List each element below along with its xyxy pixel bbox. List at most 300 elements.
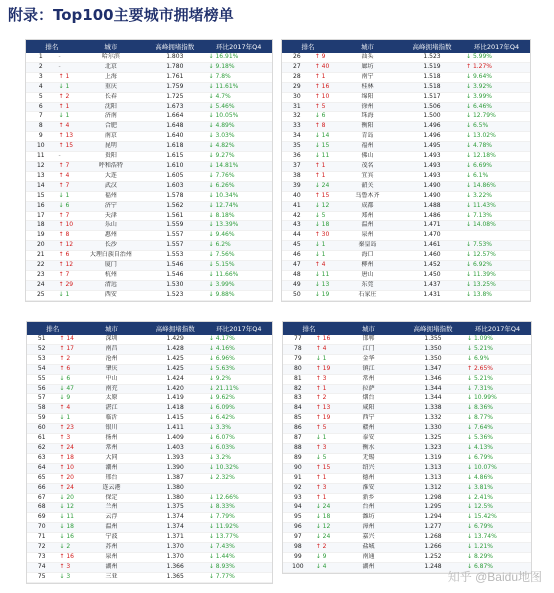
rank-change-cell: ↓ 14 [312, 132, 334, 142]
table-row [282, 231, 530, 241]
table-row [282, 171, 530, 181]
index-cell: 1.523 [144, 290, 206, 300]
rank-cell: 20 [26, 241, 56, 251]
yoy-cell: ↓ 4.16% [206, 344, 272, 354]
yoy-cell: ↓ 10.05% [206, 112, 272, 122]
yoy-cell: ↓ 6.09% [206, 404, 272, 414]
city-cell: 清远 [78, 280, 144, 290]
header-yoy: 环比2017年Q4 [463, 40, 530, 53]
ranking-table [27, 322, 272, 583]
index-cell: 1.460 [401, 251, 463, 261]
city-cell: 贵阳 [78, 152, 144, 162]
table-row [282, 82, 530, 92]
table-row [283, 374, 531, 384]
rank-change-cell: - [56, 62, 78, 72]
yoy-cell: ↓ 12.74% [206, 201, 272, 211]
table-row [283, 404, 531, 414]
rank-change-cell: ↓ 13 [312, 280, 334, 290]
table-row [27, 404, 272, 414]
index-cell: 1.803 [144, 53, 206, 62]
index-cell: 1.546 [144, 270, 206, 280]
rank-change-cell: ↓ 1 [56, 191, 78, 201]
index-cell: 1.559 [144, 221, 206, 231]
city-cell: 泉州 [334, 231, 401, 241]
header-row [282, 40, 530, 53]
yoy-cell: ↓ 5.99% [463, 53, 530, 62]
city-cell: 衡阳 [334, 122, 401, 132]
city-cell: 大理白族自治州 [78, 251, 144, 261]
rank-cell: 43 [282, 221, 312, 231]
city-cell: 拉萨 [335, 384, 402, 394]
yoy-cell: ↓ 9.18% [206, 62, 272, 72]
index-cell: 1.298 [402, 493, 464, 503]
city-cell: 南昌 [78, 344, 144, 354]
rank-cell: 44 [282, 231, 312, 241]
index-cell: 1.461 [401, 241, 463, 251]
rank-change-cell: ↑ 3 [56, 434, 78, 444]
table-row [27, 364, 272, 374]
rank-change-cell: ↑ 7 [56, 270, 78, 280]
index-cell: 1.429 [145, 335, 206, 344]
yoy-cell: ↓ 12.66% [206, 493, 272, 503]
table-row [282, 142, 530, 152]
yoy-cell: ↓ 11.92% [206, 523, 272, 533]
index-cell: 1.553 [144, 251, 206, 261]
header-index: 高峰拥堵指数 [145, 322, 206, 335]
rank-change-cell: ↓ 1 [56, 414, 78, 424]
rank-change-cell: ↓ 18 [56, 523, 78, 533]
index-cell: 1.415 [145, 414, 206, 424]
index-cell: 1.355 [402, 335, 464, 344]
city-cell: 哈尔滨 [78, 53, 144, 62]
rank-change-cell: ↑ 1 [56, 102, 78, 112]
rank-change-cell: ↑ 13 [56, 132, 78, 142]
rank-change-cell: ↓ 20 [56, 493, 78, 503]
yoy-cell: ↓ 6.9% [464, 354, 531, 364]
table-row [26, 211, 272, 221]
yoy-cell: ↓ 14.08% [463, 221, 530, 231]
table-row [283, 503, 531, 513]
city-cell: 乐山 [78, 221, 144, 231]
rank-change-cell: ↓ 1 [313, 354, 335, 364]
rank-cell: 65 [27, 473, 56, 483]
rank-cell: 71 [27, 533, 56, 543]
rank-change-cell: ↓ 6 [56, 201, 78, 211]
index-cell: 1.425 [145, 354, 206, 364]
rank-change-cell: ↑ 1 [56, 72, 78, 82]
rank-cell: 60 [27, 424, 56, 434]
table-row [283, 483, 531, 493]
table-row [27, 533, 272, 543]
index-cell: 1.603 [144, 181, 206, 191]
yoy-cell: ↓ 3.81% [464, 483, 531, 493]
city-cell: 德州 [335, 473, 402, 483]
yoy-cell: ↓ 7.76% [206, 171, 272, 181]
city-cell: 泰安 [335, 434, 402, 444]
rank-cell: 45 [282, 241, 312, 251]
index-cell: 1.470 [401, 231, 463, 241]
rank-change-cell: ↓ 6 [312, 112, 334, 122]
city-cell: 咸阳 [335, 404, 402, 414]
yoy-cell [206, 483, 272, 493]
index-cell: 1.403 [145, 443, 206, 453]
table-row [282, 62, 530, 72]
city-cell: 潍坊 [335, 513, 402, 523]
city-cell: 兰州 [78, 503, 144, 513]
rank-cell: 95 [283, 513, 313, 523]
index-cell: 1.409 [145, 434, 206, 444]
rank-change-cell: ↑ 17 [56, 344, 78, 354]
yoy-cell: ↓ 5.15% [206, 261, 272, 271]
index-cell: 1.648 [144, 122, 206, 132]
table-row [27, 572, 272, 582]
rank-cell: 70 [27, 523, 56, 533]
rank-change-cell: ↑ 20 [56, 473, 78, 483]
rank-cell: 41 [282, 201, 312, 211]
city-cell: 厦门 [78, 261, 144, 271]
index-cell: 1.523 [401, 53, 463, 62]
yoy-cell: ↓ 1.21% [464, 543, 531, 553]
header-rank: 排名 [26, 40, 78, 53]
index-cell: 1.500 [401, 112, 463, 122]
rank-change-cell: ↑ 3 [313, 483, 335, 493]
rank-change-cell: ↓ 6 [56, 374, 78, 384]
rank-cell: 22 [26, 261, 56, 271]
rank-change-cell: ↓ 18 [312, 221, 334, 231]
rank-change-cell: ↓ 1 [312, 241, 334, 251]
rank-change-cell: ↓ 1 [312, 251, 334, 261]
index-cell: 1.557 [144, 241, 206, 251]
table-row [283, 533, 531, 543]
rank-change-cell: ↑ 19 [313, 364, 335, 374]
city-cell: 杭州 [78, 270, 144, 280]
index-cell: 1.495 [401, 142, 463, 152]
yoy-cell: ↓ 14.86% [463, 181, 530, 191]
table-row [283, 394, 531, 404]
rank-change-cell: ↑ 29 [56, 280, 78, 290]
table-row [27, 513, 272, 523]
yoy-cell: ↑ 1.27% [463, 62, 530, 72]
rank-cell: 40 [282, 191, 312, 201]
table-row [27, 384, 272, 394]
rank-cell: 52 [27, 344, 56, 354]
city-cell: 无锡 [335, 453, 402, 463]
yoy-cell: ↓ 6.5% [463, 122, 530, 132]
table-row [26, 251, 272, 261]
rank-change-cell: ↑ 2 [313, 394, 335, 404]
yoy-cell: ↓ 12.57% [463, 251, 530, 261]
city-cell: 南通 [335, 552, 402, 562]
rank-change-cell: ↑ 7 [56, 161, 78, 171]
yoy-cell [463, 231, 530, 241]
city-cell: 台州 [335, 503, 402, 513]
table-row [282, 201, 530, 211]
index-cell: 1.488 [401, 201, 463, 211]
yoy-cell: ↓ 5.21% [464, 344, 531, 354]
yoy-cell: ↓ 13.77% [206, 533, 272, 543]
table-row [282, 181, 530, 191]
page-title: 附录：Top100主要城市拥堵榜单 [8, 6, 234, 24]
rank-cell: 89 [283, 453, 313, 463]
rank-cell: 68 [27, 503, 56, 513]
table-row [26, 171, 272, 181]
city-cell: 扬州 [78, 434, 144, 444]
rank-change-cell: ↓ 11 [312, 152, 334, 162]
city-cell: 保定 [78, 493, 144, 503]
ranking-table [26, 40, 272, 301]
yoy-cell: ↓ 12.18% [463, 152, 530, 162]
table-row [283, 344, 531, 354]
rank-change-cell: ↑ 7 [56, 181, 78, 191]
city-cell: 南京 [78, 132, 144, 142]
rank-cell: 27 [282, 62, 312, 72]
index-cell: 1.344 [402, 394, 464, 404]
rank-change-cell: ↑ 4 [56, 122, 78, 132]
city-cell: 淮安 [335, 483, 402, 493]
index-cell: 1.380 [145, 483, 206, 493]
table-row [26, 92, 272, 102]
city-cell: 宁波 [78, 533, 144, 543]
table-row [26, 270, 272, 280]
table-row [26, 261, 272, 271]
table-row [283, 453, 531, 463]
table-row [27, 344, 272, 354]
index-cell: 1.380 [145, 493, 206, 503]
yoy-cell: ↓ 6.1% [463, 171, 530, 181]
table-row [282, 102, 530, 112]
header-index: 高峰拥堵指数 [402, 322, 464, 335]
index-cell: 1.673 [144, 102, 206, 112]
rank-cell: 16 [26, 201, 56, 211]
yoy-cell: ↓ 3.99% [463, 92, 530, 102]
rank-change-cell: ↑ 3 [313, 374, 335, 384]
yoy-cell: ↓ 8.77% [464, 414, 531, 424]
index-cell: 1.350 [402, 354, 464, 364]
index-cell: 1.393 [145, 453, 206, 463]
index-cell: 1.490 [401, 181, 463, 191]
yoy-cell: ↓ 15.42% [464, 513, 531, 523]
index-cell: 1.390 [145, 463, 206, 473]
city-cell: 连云港 [78, 483, 144, 493]
table-row [27, 335, 272, 344]
rank-change-cell: ↑ 24 [56, 483, 78, 493]
yoy-cell: ↓ 8.29% [464, 552, 531, 562]
index-cell: 1.350 [402, 344, 464, 354]
city-cell: 银川 [78, 424, 144, 434]
rank-cell: 15 [26, 191, 56, 201]
rank-cell: 56 [27, 384, 56, 394]
rank-change-cell: ↑ 12 [56, 241, 78, 251]
table-row [27, 394, 272, 404]
yoy-cell: ↓ 7.43% [206, 543, 272, 553]
rank-change-cell: ↑ 15 [312, 191, 334, 201]
yoy-cell: ↓ 9.27% [206, 152, 272, 162]
table-row [283, 543, 531, 553]
yoy-cell: ↓ 6.69% [463, 161, 530, 171]
table-row [283, 434, 531, 444]
index-cell: 1.375 [145, 503, 206, 513]
rank-change-cell: ↓ 24 [313, 503, 335, 513]
city-cell: 泉州 [78, 552, 144, 562]
yoy-cell: ↓ 11.61% [206, 82, 272, 92]
city-cell: 湛江 [78, 404, 144, 414]
rank-change-cell: ↓ 12 [56, 503, 78, 513]
rank-change-cell: ↓ 24 [312, 181, 334, 191]
index-cell: 1.493 [401, 171, 463, 181]
rank-change-cell: ↑ 5 [313, 424, 335, 434]
rank-cell: 72 [27, 543, 56, 553]
yoy-cell: ↓ 3.22% [463, 191, 530, 201]
ranking-table-3 [26, 321, 273, 584]
city-cell: 青岛 [334, 132, 401, 142]
rank-cell: 30 [282, 92, 312, 102]
header-rank: 排名 [283, 322, 335, 335]
table-row [26, 122, 272, 132]
rank-cell: 69 [27, 513, 56, 523]
yoy-cell: ↓ 4.78% [463, 142, 530, 152]
index-cell: 1.557 [144, 231, 206, 241]
index-cell: 1.471 [401, 221, 463, 231]
table-row [282, 241, 530, 251]
city-cell: 天津 [78, 211, 144, 221]
rank-cell: 57 [27, 394, 56, 404]
index-cell: 1.506 [401, 102, 463, 112]
yoy-cell: ↓ 6.2% [206, 241, 272, 251]
city-cell: 中山 [78, 374, 144, 384]
table-row [282, 290, 530, 300]
index-cell: 1.518 [401, 82, 463, 92]
city-cell: 常州 [335, 374, 402, 384]
city-cell: 绍兴 [335, 463, 402, 473]
city-cell: 金华 [335, 354, 402, 364]
table-row [283, 414, 531, 424]
rank-change-cell: ↓ 1 [56, 290, 78, 300]
yoy-cell: ↓ 8.18% [206, 211, 272, 221]
rank-change-cell: ↑ 16 [313, 335, 335, 344]
yoy-cell: ↓ 3.2% [206, 453, 272, 463]
table-row [282, 191, 530, 201]
city-cell: 苏州 [78, 543, 144, 553]
city-cell: 临沂 [78, 414, 144, 424]
table-row [283, 364, 531, 374]
rank-cell: 54 [27, 364, 56, 374]
index-cell: 1.268 [402, 533, 464, 543]
table-row [26, 181, 272, 191]
rank-change-cell: ↑ 3 [313, 443, 335, 453]
yoy-cell: ↓ 5.63% [206, 364, 272, 374]
table-row [283, 513, 531, 523]
rank-change-cell: ↑ 16 [56, 552, 78, 562]
rank-cell: 59 [27, 414, 56, 424]
city-cell: 成都 [334, 201, 401, 211]
rank-change-cell: ↑ 5 [312, 102, 334, 112]
rank-cell: 86 [283, 424, 313, 434]
index-cell: 1.610 [144, 161, 206, 171]
rank-change-cell: ↓ 18 [313, 513, 335, 523]
table-row [26, 62, 272, 72]
city-cell: 乌鲁木齐 [334, 191, 401, 201]
rank-change-cell: ↑ 14 [56, 335, 78, 344]
index-cell: 1.365 [145, 572, 206, 582]
index-cell: 1.664 [144, 112, 206, 122]
table-row [282, 122, 530, 132]
table-row [27, 552, 272, 562]
rank-cell: 11 [26, 152, 56, 162]
index-cell: 1.640 [144, 132, 206, 142]
table-row [283, 384, 531, 394]
rank-cell: 74 [27, 562, 56, 572]
rank-cell: 17 [26, 211, 56, 221]
yoy-cell: ↓ 6.87% [464, 562, 531, 572]
city-cell: 茂名 [334, 161, 401, 171]
index-cell: 1.252 [402, 552, 464, 562]
city-cell: 韶关 [334, 181, 401, 191]
header-index: 高峰拥堵指数 [401, 40, 463, 53]
yoy-cell: ↓ 7.13% [463, 211, 530, 221]
rank-cell: 93 [283, 493, 313, 503]
rank-change-cell: ↑ 10 [56, 463, 78, 473]
rank-cell: 75 [27, 572, 56, 582]
rank-change-cell: ↓ 47 [56, 384, 78, 394]
yoy-cell: ↓ 13.25% [463, 280, 530, 290]
index-cell: 1.424 [145, 374, 206, 384]
yoy-cell: ↓ 7.31% [464, 384, 531, 394]
city-cell: 西安 [78, 290, 144, 300]
rank-cell: 90 [283, 463, 313, 473]
city-cell: 新乡 [335, 493, 402, 503]
city-cell: 桂林 [334, 82, 401, 92]
city-cell: 佛山 [334, 152, 401, 162]
yoy-cell: ↓ 4.13% [464, 443, 531, 453]
yoy-cell: ↓ 21.11% [206, 384, 272, 394]
yoy-cell: ↓ 4.86% [464, 473, 531, 483]
table-row [282, 112, 530, 122]
table-body [26, 53, 272, 300]
city-cell: 合肥 [78, 122, 144, 132]
city-cell: 嘉兴 [335, 533, 402, 543]
index-cell: 1.313 [402, 473, 464, 483]
yoy-cell: ↓ 6.96% [206, 354, 272, 364]
rank-cell: 99 [283, 552, 313, 562]
rank-cell: 79 [283, 354, 313, 364]
watermark: 知乎 @Baidu地图 [447, 570, 542, 584]
yoy-cell: ↓ 10.99% [464, 394, 531, 404]
yoy-cell: ↓ 5.21% [464, 374, 531, 384]
header-row [27, 322, 272, 335]
rank-change-cell: ↑ 2 [56, 354, 78, 364]
rank-cell: 58 [27, 404, 56, 414]
yoy-cell: ↓ 1.44% [206, 552, 272, 562]
table-row [283, 354, 531, 364]
rank-change-cell: ↑ 8 [56, 231, 78, 241]
city-cell: 沈阳 [78, 102, 144, 112]
city-cell: 大连 [78, 171, 144, 181]
table-row [26, 241, 272, 251]
city-cell: 西宁 [335, 414, 402, 424]
index-cell: 1.419 [145, 394, 206, 404]
rank-cell: 73 [27, 552, 56, 562]
yoy-cell: ↓ 6.79% [464, 523, 531, 533]
index-cell: 1.370 [145, 543, 206, 553]
city-cell: 福州 [78, 191, 144, 201]
city-cell: 重庆 [78, 82, 144, 92]
rank-change-cell: ↓ 5 [313, 453, 335, 463]
yoy-cell: ↓ 4.7% [206, 92, 272, 102]
index-cell: 1.780 [144, 62, 206, 72]
table-row [27, 473, 272, 483]
rank-change-cell: ↑ 40 [312, 62, 334, 72]
table-row [27, 434, 272, 444]
